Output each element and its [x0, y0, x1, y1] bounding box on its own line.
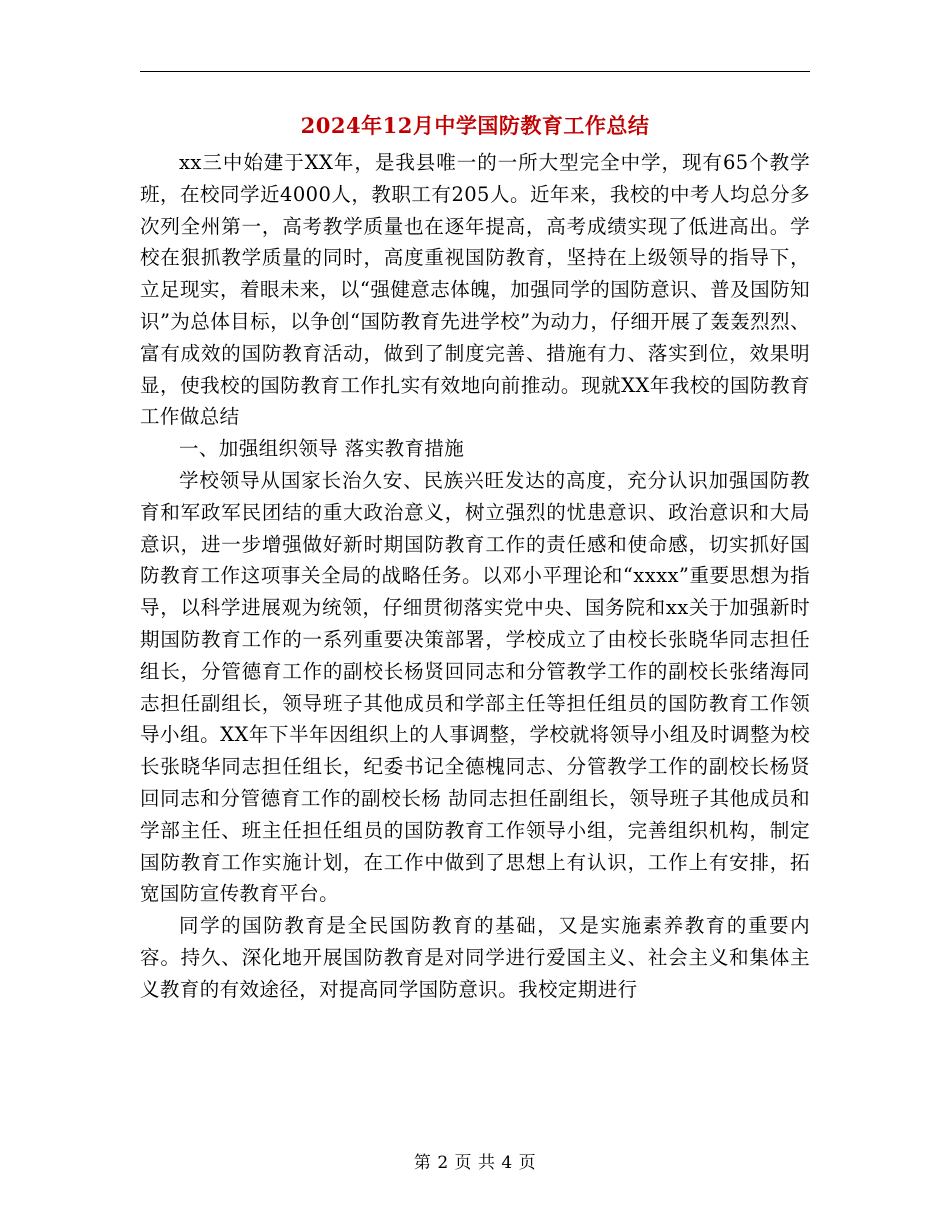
paragraph-student-education: 同学的国防教育是全民国防教育的基础，又是实施素养教育的重要内容。持久、深化地开展国防教育是对同学进行爱国主义、社会主义和集体主义教育的有效途径，对提高同学国防意识。我校定期进行 — [140, 914, 810, 1001]
document-body — [140, 147, 810, 1006]
section-heading: 一、加强组织领导 落实教育措施 — [179, 437, 465, 461]
paragraph-leadership: 学校领导从国家长治久安、民族兴旺发达的高度，充分认识加强国防教育和军政军民团结的重大政治意义，树立强烈的忧患意识、政治意识和大局意识，进一步增强做好新时期国防教育工作的责任感和使命感，切实抓好国防教育工作这项事关全局的战略任务。以邓小平理论和“xxxx”重要思想为指导，以科学进展观为统领，仔细贯彻落实党中央、国务院和xx关于加强新时期国防教育工作的一系列重要决策部署，学校成立了由校长张晓华同志担任组长，分管德育工作的副校长杨贤回同志和分管教学工作的副校长张绪海同志担任副组长，领导班子其他成员和学部主任等担任组员的国防教育工作领导小组。XX年下半年因组织上的人事调整，学校就将领导小组及时调整为校长张晓华同志担任组长，纪委书记全德槐同志、分管教学工作的副校长杨贤回同志和分管德育工作的副校长杨 劼同志担任副组长，领导班子其他成员和学部主任、班主任担任组员的国防教育工作领导小组，完善组织机构，制定国防教育工作实施计划，在工作中做到了思想上有认识，工作上有安排，拓宽国防宣传教育平台。 — [140, 468, 810, 906]
document-title: 2024年12月中学国防教育工作总结 — [300, 113, 650, 138]
header-rule — [140, 71, 810, 72]
page-number: 第 2 页 共 4 页 — [413, 1153, 537, 1173]
paragraph-intro: xx三中始建于XX年，是我县唯一的一所大型完全中学，现有65个教学班，在校同学近4000人，教职工有205人。近年来，我校的中考人均总分多次列全州第一，高考教学质量也在逐年提高，高考成绩实现了低进高出。学校在狠抓教学质量的同时，高度重视国防教育，坚持在上级领导的指导下，立足现实，着眼未来，以“强健意志体魄，加强同学的国防意识、普及国防知识”为总体目标，以争创“国防教育先进学校”为动力，仔细开展了轰轰烈烈、富有成效的国防教育活动，做到了制度完善、措施有力、落实到位，效果明显，使我校的国防教育工作扎实有效地向前推动。现就XX年我校的国防教育工作做总结 — [140, 151, 810, 429]
